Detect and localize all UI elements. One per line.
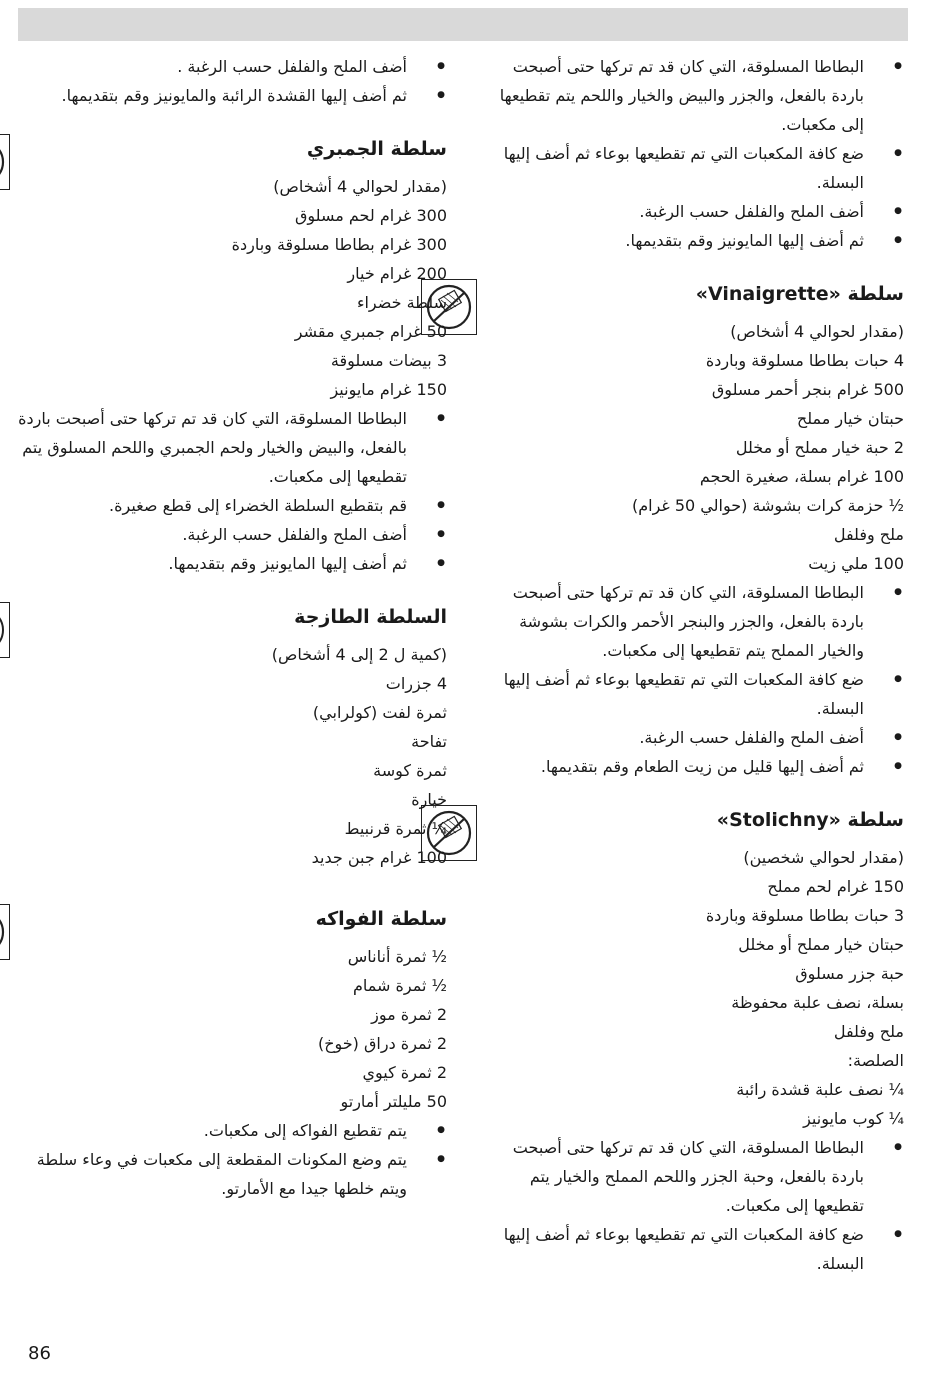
ingredient: 100 ملي زيت [808, 554, 904, 573]
list-item: ● أضف الملح والفلفل حسب الرغبة . [17, 52, 447, 81]
right-column [484, 52, 904, 1278]
ingredient: ½ ثمرة أناناس [347, 947, 447, 966]
ingredient: ثمرة لفت (كولرابي) [312, 703, 447, 722]
ingredient: 3 حبات بطاطا مسلوقة وباردة [705, 906, 904, 925]
header-bar [18, 8, 908, 41]
ingredient: ½ ثمرة شمام [352, 976, 447, 995]
list-item: ● ضع كافة المكعبات التي تم تقطيعها بوعاء ثم أضف إليها البسلة. [484, 139, 904, 197]
list-item: ● يتم وضع المكونات المقطعة إلى مكعبات في وعاء سلطة ويتم خلطها جيدا مع الأمارتو. [17, 1145, 447, 1203]
ingredient: 2 ثمرة دراق (خوخ) [317, 1034, 447, 1053]
list-item: ● البطاطا المسلوقة، التي كان قد تم تركها حتى أصبحت باردة بالفعل، وحبة الجزر واللحم المملح والخيار يتم تقطيعها إلى مكعبات. [484, 1133, 904, 1220]
servings: (مقدار لحوالي شخصين) [743, 848, 904, 867]
sun-fan-icon [0, 602, 10, 658]
list-item: ● أضف الملح والفلفل حسب الرغبة. [484, 723, 904, 752]
steps [17, 1116, 447, 1203]
steps [484, 1133, 904, 1278]
list-item: ● أضف الملح والفلفل حسب الرغبة. [17, 520, 447, 549]
recipe-fresh [17, 602, 447, 872]
servings: (كمية ل 2 إلى 4 أشخاص) [271, 645, 447, 664]
list-item: ● ضع كافة المكعبات التي تم تقطيعها بوعاء ثم أضف إليها البسلة. [484, 665, 904, 723]
ingredient: ملح وفلفل [833, 1022, 904, 1041]
ingredient: 200 غرام خيار [347, 264, 447, 283]
ingredient: 100 غرام جبن جديد [311, 848, 447, 867]
left-column [17, 52, 447, 1203]
ingredient: ملح وفلفل [833, 525, 904, 544]
ingredient: حبتان خيار مملح أو مخلل [738, 935, 904, 954]
ingredient: ¼ ثمرة قرنبيط [344, 819, 447, 838]
ingredient: 50 غرام جمبري مقشر [294, 322, 447, 341]
recipe-shrimp [17, 134, 447, 578]
servings: (مقدار لحوالي 4 أشخاص) [730, 322, 904, 341]
steps [17, 404, 447, 578]
list-item: ● يتم تقطيع الفواكه إلى مكعبات. [17, 1116, 447, 1145]
ingredient: ثمرة كوسة [373, 761, 447, 780]
recipe-title: سلطة الجمبري [306, 138, 447, 160]
intro-steps-right [484, 52, 904, 255]
ingredient: بسلة، نصف علبة محفوظة [731, 993, 904, 1012]
ingredient: 300 غرام بطاطا مسلوقة وباردة [231, 235, 447, 254]
ingredient: ½ حزمة كرات بشوشة (حوالي 50 غرام) [631, 496, 904, 515]
steps [484, 578, 904, 781]
servings: (مقدار لحوالي 4 أشخاص) [273, 177, 447, 196]
list-item: ● ثم أضف إليها المايونيز وقم بتقديمها. [484, 226, 904, 255]
ingredient: 2 ثمرة موز [371, 1005, 447, 1024]
ingredient: 150 غرام لحم مملح [767, 877, 904, 896]
ingredient: 4 حبات بطاطا مسلوقة وباردة [705, 351, 904, 370]
list-item: ● ضع كافة المكعبات التي تم تقطيعها بوعاء ثم أضف إليها البسلة. [484, 1220, 904, 1278]
list-item: ● قم بتقطيع السلطة الخضراء إلى قطع صغيرة. [17, 491, 447, 520]
recipe-title: سلطة «Vinaigrette» [695, 283, 904, 305]
ingredient: تفاحة [411, 732, 447, 751]
no-grill-icon [0, 904, 10, 960]
ingredient: خيارة [411, 790, 447, 809]
ingredient: ¼ نصف علبة قشدة رائبة [736, 1080, 904, 1099]
ingredient: سلطة خضراء [356, 293, 447, 312]
recipe-title: سلطة الفواكه [315, 908, 447, 930]
ingredient: 100 غرام بسلة، صغيرة الحجم [699, 467, 904, 486]
ingredient: 2 حبة خيار مملح أو مخلل [735, 438, 904, 457]
list-item: ● ثم أضف إليها المايونيز وقم بتقديمها. [17, 549, 447, 578]
ingredient: حبتان خيار مملح [796, 409, 904, 428]
no-grill-icon [0, 134, 10, 190]
list-item: ● البطاطا المسلوقة، التي كان قد تم تركها حتى أصبحت باردة بالفعل، والجزر والبيض والخيار واللحم يتم تقطيعها إلى مكعبات. [484, 52, 904, 139]
intro-steps-left [17, 52, 447, 110]
recipe-title: السلطة الطازجة [294, 606, 447, 628]
ingredient: 4 جزرات [385, 674, 447, 693]
ingredient: حبة جزر مسلوق [795, 964, 904, 983]
list-item: ● ثم أضف إليها القشدة الرائبة والمايونيز وقم بتقديمها. [17, 81, 447, 110]
recipe-vinaigrette [484, 279, 904, 781]
page-number: 86 [28, 1343, 51, 1364]
ingredient: 500 غرام بنجر أحمر مسلوق [711, 380, 904, 399]
recipe-fruit [17, 904, 447, 1203]
ingredient: ¼ كوب مايونيز [803, 1109, 904, 1128]
ingredient: الصلصة: [847, 1051, 904, 1070]
ingredient: 50 مليلتر أمارتو [340, 1092, 447, 1111]
ingredient: 150 غرام مايونيز [330, 380, 447, 399]
recipe-title: سلطة «Stolichny» [716, 809, 904, 831]
ingredient: 3 بيضات مسلوقة [330, 351, 447, 370]
recipe-stolichny [484, 805, 904, 1278]
ingredient: 300 غرام لحم مسلوق [294, 206, 447, 225]
ingredient: 2 ثمرة كيوي [362, 1063, 447, 1082]
list-item: ● البطاطا المسلوقة، التي كان قد تم تركها حتى أصبحت باردة بالفعل، والجزر والبنجر الأحمر والكرات بشوشة والخيار المملح يتم تقطيعها إلى مكعبات. [484, 578, 904, 665]
list-item: ● البطاطا المسلوقة، التي كان قد تم تركها حتى أصبحت باردة بالفعل، والبيض والخيار ولحم الجمبري واللحم المسلوق يتم تقطيعها إلى مكعبات. [17, 404, 447, 491]
list-item: ● أضف الملح والفلفل حسب الرغبة. [484, 197, 904, 226]
list-item: ● ثم أضف إليها قليل من زيت الطعام وقم بتقديمها. [484, 752, 904, 781]
